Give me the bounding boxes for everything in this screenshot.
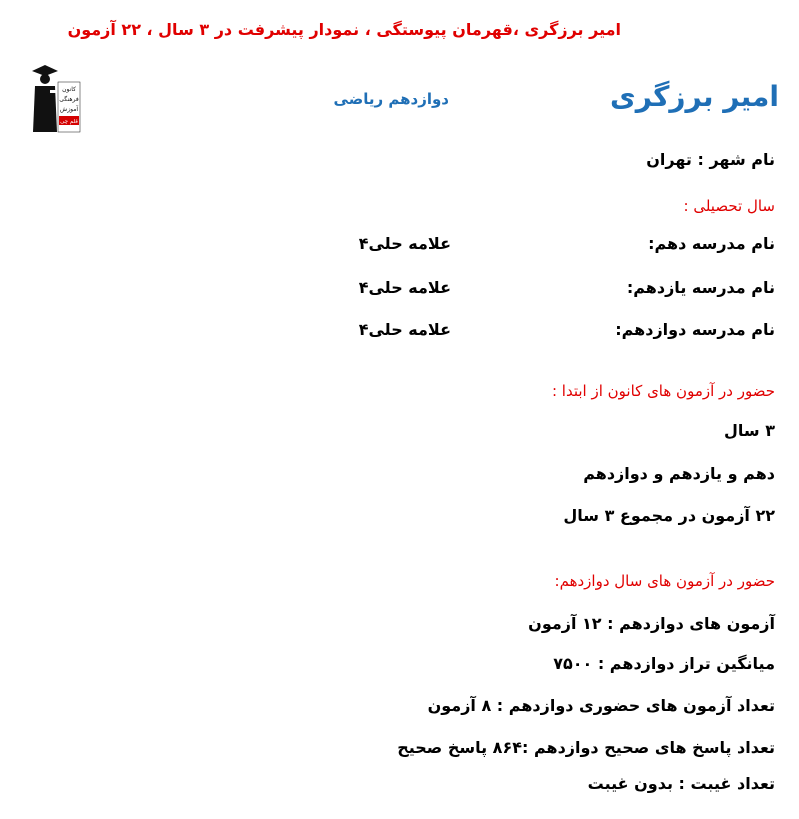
city-line: نام شهر : تهران xyxy=(646,150,775,169)
student-grade: دوازدهم ریاضی xyxy=(333,90,449,108)
school-row-value: علامه حلی۴ xyxy=(358,278,451,297)
school-row-label: نام مدرسه دهم: xyxy=(648,234,775,253)
attendance-total-line: ۳ سال xyxy=(724,421,775,440)
attendance-total-heading: حضور در آزمون های کانون از ابتدا : xyxy=(551,382,775,400)
school-row-label: نام مدرسه دوازدهم: xyxy=(615,320,775,339)
logo-text-3: آموزش xyxy=(59,106,79,113)
attendance-12-heading: حضور در آزمون های سال دوازدهم: xyxy=(554,572,775,590)
page-header-title: امیر برزگری ،قهرمان پیوستگی ، نمودار پیشرفت در ۳ سال ، ۲۲ آزمون xyxy=(67,20,621,39)
attendance-12-line: میانگین تراز دوازدهم : ۷۵۰۰ xyxy=(553,654,775,673)
logo-graphic xyxy=(28,62,82,134)
attendance-total-line: ۲۲ آزمون در مجموع ۳ سال xyxy=(563,506,775,525)
kanoon-logo-icon xyxy=(28,62,82,134)
attendance-total-line: دهم و یازدهم و دوازدهم xyxy=(583,464,775,483)
logo-text-4: قلم چی xyxy=(60,119,78,125)
logo-text-2: فرهنگی xyxy=(59,96,79,103)
attendance-12-line: تعداد پاسخ های صحیح دوازدهم :۸۶۴ پاسخ صحیح xyxy=(397,738,775,757)
student-name: امیر برزگری xyxy=(610,80,779,113)
logo-text-1: کانون xyxy=(62,86,76,93)
school-row-label: نام مدرسه یازدهم: xyxy=(626,278,775,297)
school-row-value: علامه حلی۴ xyxy=(358,234,451,253)
attendance-12-line: تعداد آزمون های حضوری دوازدهم : ۸ آزمون xyxy=(427,696,775,715)
school-year-heading: سال تحصیلی : xyxy=(683,197,775,215)
school-row-value: علامه حلی۴ xyxy=(358,320,451,339)
attendance-12-line: تعداد غیبت : بدون غیبت xyxy=(587,774,775,793)
attendance-12-line: آزمون های دوازدهم : ۱۲ آزمون xyxy=(528,614,775,633)
